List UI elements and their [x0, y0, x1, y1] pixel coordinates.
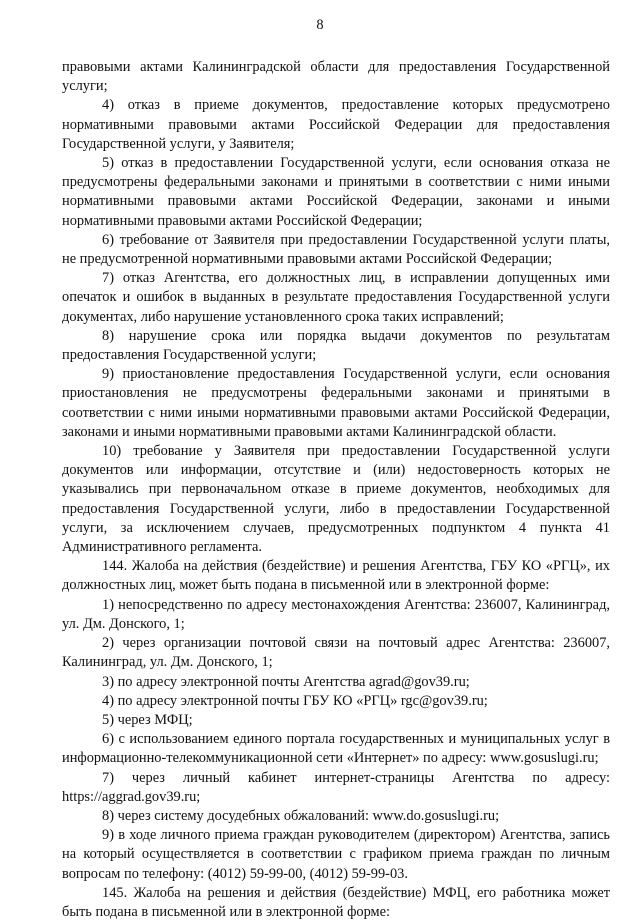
paragraph: правовыми актами Калининградской области для предоставления Государственной услуги; — [62, 59, 610, 95]
paragraph: 7) через личный кабинет интернет-страницы Агентства по адресу: https://aggrad.gov39.ru; — [62, 769, 610, 805]
paragraph: 8) нарушение срока или порядка выдачи документов по результатам предоставления Государственной услуги; — [62, 327, 610, 364]
paragraph: 2) через организации почтовой связи на почтовый адрес Агентства: 236007, Калининград, ул. Дм. Донского, 1; — [62, 635, 610, 671]
document-body — [62, 58, 610, 922]
paragraph: 10) требование у Заявителя при предоставлении Государственной услуги документов или информации, отсутствие и (или) недостоверность которых не указывались при первоначальном отказе в приеме документов, необходимых для предоставления Государственной услуги, либо в предоставлении Государственной услуги, за исключением случаев, предусмотренных подпунктом 4 пункта 41 Административного регламента. — [62, 443, 610, 556]
paragraph: 9) приостановление предоставления Государственной услуги, если основания приостановления не предусмотрены федеральными законами и принятыми в соответствии с ними иными нормативными правовыми актами Российской Федерации, законами и иными нормативными правовыми актами Калининградской области. — [62, 366, 610, 440]
paragraph: 8) через систему досудебных обжалований: www.do.gosuslugi.ru; — [102, 807, 500, 824]
paragraph: 5) отказ в предоставлении Государственной услуги, если основания отказа не предусмотрены федеральными законами и принятыми в соответствии с ними иными нормативными правовыми актами Российской Федерации, законами и иными нормативными правовыми актами Российской Федерации; — [62, 155, 610, 229]
paragraph: 145. Жалоба на решения и действия (бездействие) МФЦ, его работника может быть подана в письменной или в электронной форме: — [62, 884, 610, 920]
paragraph: 5) через МФЦ; — [102, 711, 193, 728]
paragraph: 9) в ходе личного приема граждан руководителем (директором) Агентства, запись на который осуществляется в соответствии с графиком приема граждан по личным вопросам по телефону: (4012) 59-99-00, (4012) 59-99-03. — [62, 827, 610, 882]
paragraph: 3) по адресу электронной почты Агентства agrad@gov39.ru; — [102, 673, 470, 690]
paragraph: 4) отказ в приеме документов, предоставление которых предусмотрено нормативными правовыми актами Российской Федерации для предоставления Государственной услуги, у Заявителя; — [62, 97, 610, 152]
paragraph: 7) отказ Агентства, его должностных лиц, в исправлении допущенных ими опечаток и ошибок в выданных в результате предоставления Государственной услуги документах, либо нарушение установленного срока таких исправлений; — [62, 270, 610, 325]
paragraph: 1) непосредственно по адресу местонахождения Агентства: 236007, Калининград, ул. Дм. Донского, 1; — [62, 596, 610, 632]
page-number: 8 — [316, 17, 324, 33]
paragraph: 144. Жалоба на действия (бездействие) и решения Агентства, ГБУ КО «РГЦ», их должностных лиц, может быть подана в письменной или в электронной форме: — [62, 558, 610, 594]
paragraph: 6) требование от Заявителя при предоставлении Государственной услуги платы, не предусмотренной нормативными правовыми актами Российской Федерации; — [62, 231, 610, 268]
paragraph: 6) с использованием единого портала государственных и муниципальных услуг в информационно-телекоммуникационной сети «Интернет» по адресу: www.gosuslugi.ru; — [62, 731, 610, 767]
paragraph: 4) по адресу электронной почты ГБУ КО «РГЦ» rgc@gov39.ru; — [102, 692, 488, 709]
